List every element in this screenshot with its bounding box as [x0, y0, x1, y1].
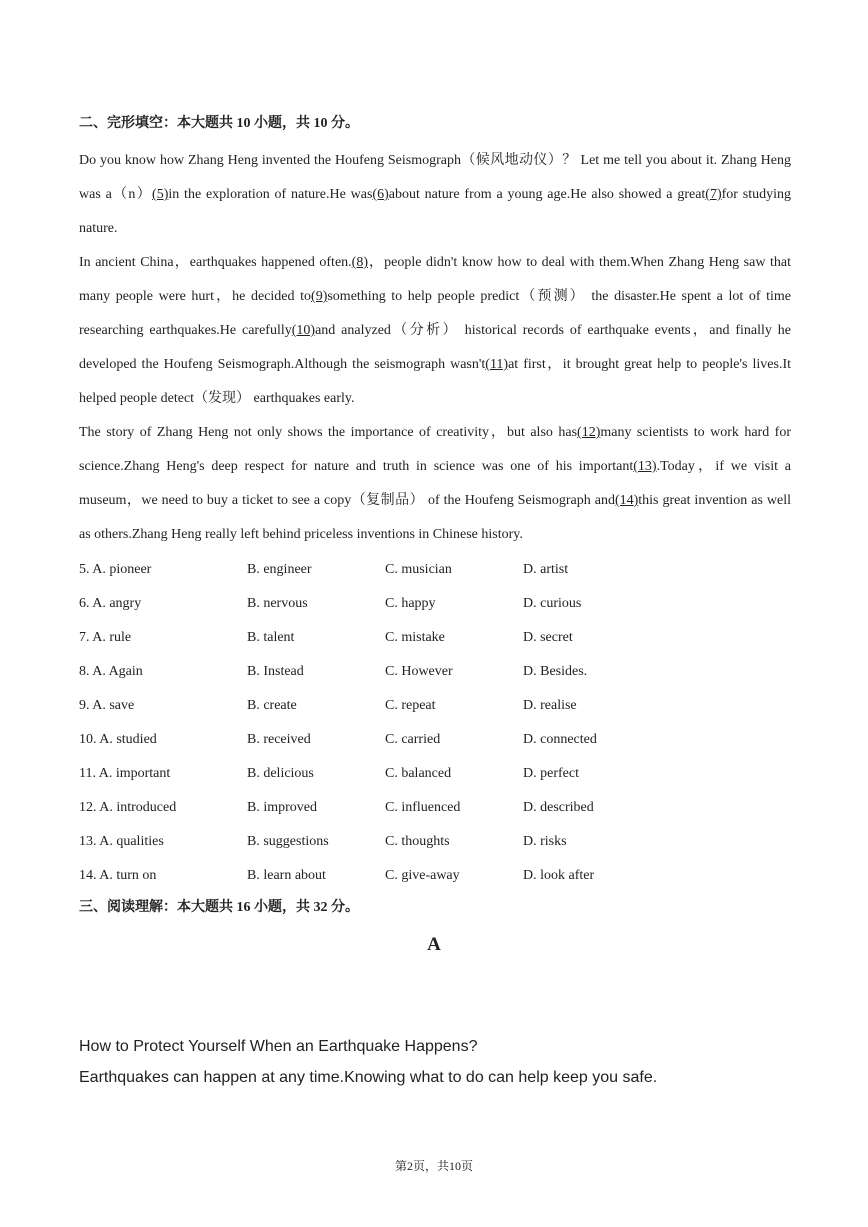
option-a: 14. A. turn on: [79, 868, 157, 883]
option-b: B. received: [247, 732, 311, 747]
passage-text: Do you know how Zhang Heng invented the Houfeng Seismograph（候风地动仪）？ Let me tell you about it. Zhang Heng was a（n）: [79, 153, 791, 202]
option-row: [79, 689, 663, 723]
cloze-blank: (12): [577, 425, 601, 440]
option-row: [79, 621, 663, 655]
option-c: C. musician: [385, 562, 452, 577]
option-a: 11. A. important: [79, 766, 171, 781]
passage-text: at first，it brought great help to people's lives.It helped people detect（发现） earthquakes early.: [79, 357, 791, 406]
passage-text: for studying nature.: [79, 187, 791, 236]
cloze-blank: (13): [633, 459, 657, 474]
passage-paragraph-1: [79, 144, 791, 246]
option-b: B. suggestions: [247, 834, 329, 849]
passage-text: ，people didn't know how to deal with them.When Zhang Heng saw that many people were hurt，he decided to: [79, 255, 791, 304]
passage-text: and analyzed（分析） historical records of earthquake events，and finally he developed the Houfeng Seismograph.Although the seismograph wasn't: [79, 323, 791, 372]
option-d: D. risks: [523, 834, 567, 849]
options-list: [79, 553, 663, 893]
passage-paragraph-2: [79, 246, 791, 416]
cloze-blank: (5): [152, 187, 169, 202]
option-a: 12. A. introduced: [79, 800, 177, 815]
option-a: 7. A. rule: [79, 630, 132, 645]
passage-text: about nature from a young age.He also showed a great: [388, 187, 706, 202]
cloze-blank: (6): [372, 187, 389, 202]
page-number-footer: 第2页，共10页: [394, 1159, 473, 1173]
passage-text: this great invention as well as others.Zhang Heng really left behind priceless inventions in Chinese history.: [79, 493, 792, 542]
option-b: B. learn about: [247, 868, 326, 883]
option-b: B. talent: [247, 630, 295, 645]
option-row: [79, 757, 663, 791]
option-d: D. connected: [523, 732, 597, 747]
cloze-blank: (14): [614, 493, 639, 508]
option-a: 5. A. pioneer: [79, 562, 152, 577]
option-c: C. However: [385, 664, 453, 679]
option-d: D. perfect: [523, 766, 579, 781]
option-row: [79, 553, 663, 587]
option-row: [79, 723, 663, 757]
reading-section-heading: 三、阅读理解：本大题共 16 小题，共 32 分。: [79, 900, 359, 915]
option-c: C. mistake: [385, 630, 445, 645]
passage-text: .Today，if we visit a museum，we need to buy a ticket to see a copy（复制品） of the Houfeng Seismograph and: [79, 459, 791, 508]
option-b: B. create: [247, 698, 297, 713]
passage-text: in the exploration of nature.He was: [168, 187, 373, 202]
option-d: D. look after: [523, 868, 595, 883]
option-b: B. engineer: [247, 562, 312, 577]
option-d: D. described: [523, 800, 594, 815]
option-a: 6. A. angry: [79, 596, 142, 611]
option-d: D. artist: [523, 562, 569, 577]
option-c: C. happy: [385, 596, 436, 611]
option-d: D. realise: [523, 698, 577, 713]
cloze-blank: (10): [291, 323, 316, 338]
cloze-blank: (11): [485, 357, 509, 372]
option-row: [79, 791, 663, 825]
option-a: 9. A. save: [79, 698, 135, 713]
option-c: C. thoughts: [385, 834, 450, 849]
reading-article-title: How to Protect Yourself When an Earthquake Happens?: [79, 1038, 478, 1055]
cloze-section-heading: 二、完形填空：本大题共 10 小题，共 10 分。: [79, 116, 359, 131]
option-d: D. curious: [523, 596, 582, 611]
option-b: B. improved: [247, 800, 317, 815]
option-row: [79, 587, 663, 621]
option-row: [79, 655, 663, 689]
cloze-blank: (7): [705, 187, 722, 202]
option-row: [79, 859, 663, 893]
reading-part-label: A: [427, 934, 441, 955]
option-a: 10. A. studied: [79, 732, 157, 747]
option-a: 8. A. Again: [79, 664, 143, 679]
option-c: C. repeat: [385, 698, 436, 713]
option-c: C. balanced: [385, 766, 452, 781]
passage-paragraph-3: [79, 416, 791, 552]
passage-text: The story of Zhang Heng not only shows the importance of creativity，but also has: [79, 425, 578, 440]
option-a: 13. A. qualities: [79, 834, 164, 849]
passage-text: something to help people predict（预测） the disaster.He spent a lot of time researching earthquakes.He carefully: [79, 289, 792, 338]
option-d: D. secret: [523, 630, 573, 645]
option-b: B. Instead: [247, 664, 304, 679]
passage-text: many scientists to work hard for science.Zhang Heng's deep respect for nature and truth in science was one of his important: [79, 425, 791, 474]
option-c: C. give-away: [385, 868, 460, 883]
option-c: C. carried: [385, 732, 441, 747]
cloze-passage: [79, 144, 791, 552]
option-row: [79, 825, 663, 859]
cloze-blank: (8): [351, 255, 368, 270]
option-b: B. nervous: [247, 596, 308, 611]
option-b: B. delicious: [247, 766, 314, 781]
cloze-blank: (9): [311, 289, 328, 304]
option-d: D. Besides.: [523, 664, 588, 679]
reading-article-intro: Earthquakes can happen at any time.Knowing what to do can help keep you safe.: [79, 1069, 658, 1086]
passage-text: In ancient China，earthquakes happened often.: [79, 255, 352, 270]
option-c: C. influenced: [385, 800, 461, 815]
